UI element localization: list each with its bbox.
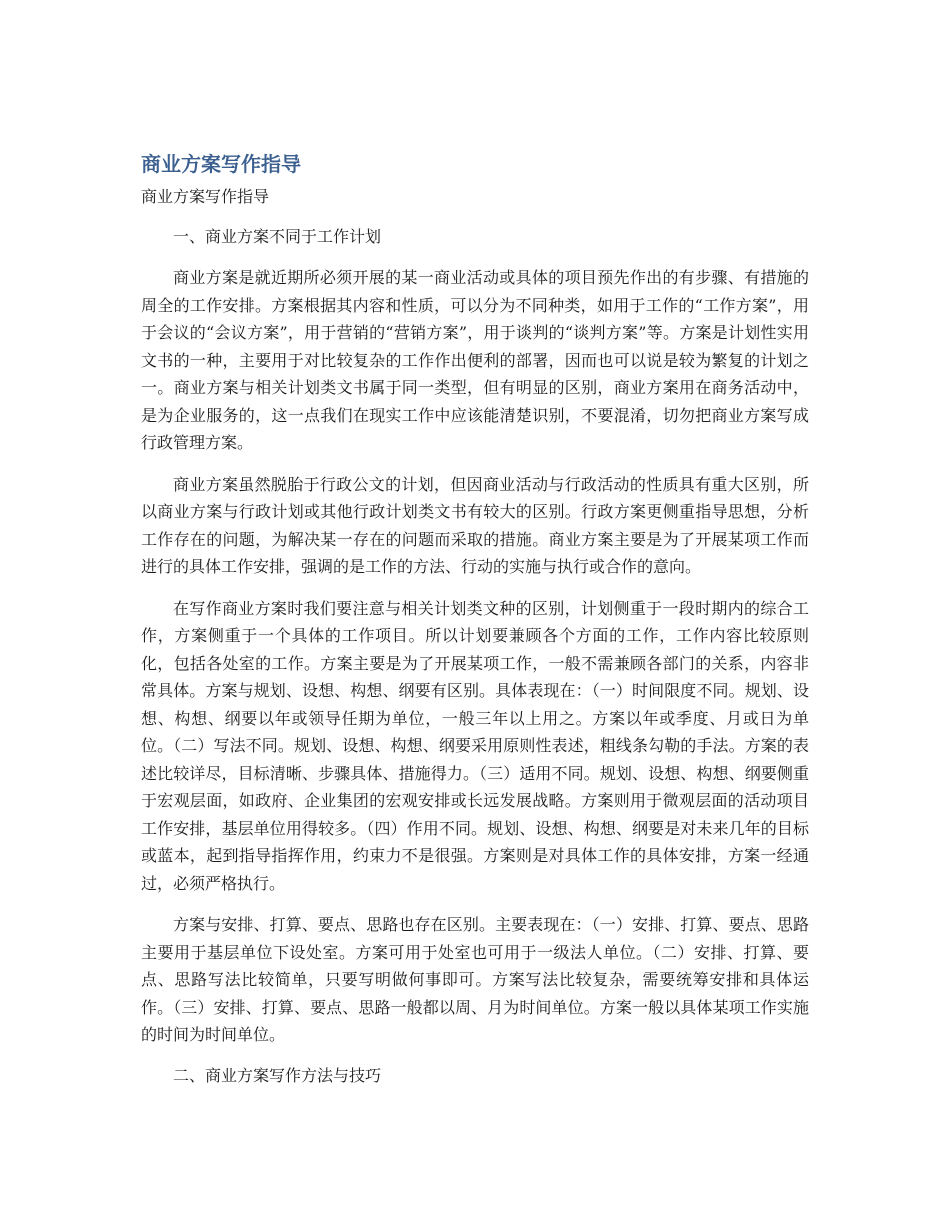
paragraph-1: 商业方案是就近期所必须开展的某一商业活动或具体的项目预先作出的有步骤、有措施的周全的工作安排。方案根据其内容和性质，可以分为不同种类，如用于工作的“工作方案”，用于会议的“会议方案”，用于营销的“营销方案”，用于谈判的“谈判方案”等。方案是计划性实用文书的一种，主要用于对比较复杂的工作作出便利的部署，因而也可以说是较为繁复的计划之一。商业方案与相关计划类文书属于同一类型，但有明显的区别，商业方案用在商务活动中，是为企业服务的，这一点我们在现实工作中应该能清楚识别，不要混淆，切勿把商业方案写成行政管理方案。 [141,268,809,452]
section-heading-2: 二、商业方案写作方法与技巧 [173,1065,382,1085]
document-subtitle: 商业方案写作指导 [141,187,270,206]
paragraph-2: 商业方案虽然脱胎于行政公文的计划，但因商业活动与行政活动的性质具有重大区别，所以商业方案与行政计划或其他行政计划类文书有较大的区别。行政方案更侧重指导思想，分析工作存在的问题，为解决某一存在的问题而采取的措施。商业方案主要是为了开展某项工作而进行的具体工作安排，强调的是工作的方法、行动的实施与执行或合作的意向。 [141,474,809,576]
section-heading-1: 一、商业方案不同于工作计划 [173,227,382,246]
document-title: 商业方案写作指导 [141,152,301,176]
document-page [141,150,809,1103]
paragraph-3: 在写作商业方案时我们要注意与相关计划类文种的区别，计划侧重于一段时期内的综合工作，方案侧重于一个具体的工作项目。所以计划要兼顾各个方面的工作，工作内容比较原则化，包括各处室的工作。方案主要是为了开展某项工作，一般不需兼顾各部门的关系，内容非常具体。方案与规划、设想、构想、纲要有区别。具体表现在：（一）时间限度不同。规划、设想、构想、纲要以年或领导任期为单位，一般三年以上用之。方案以年或季度、月或日为单位。（二）写法不同。规划、设想、构想、纲要采用原则性表述，粗线条勾勒的手法。方案的表述比较详尽，目标清晰、步骤具体、措施得力。（三）适用不同。规划、设想、构想、纲要侧重于宏观层面，如政府、企业集团的宏观安排或长远发展战略。方案则用于微观层面的活动项目工作安排，基层单位用得较多。（四）作用不同。规划、设想、构想、纲要是对未来几年的目标或蓝本，起到指导指挥作用，约束力不是很强。方案则是对具体工作的具体安排，方案一经通过，必须严格执行。 [141,598,809,893]
paragraph-4: 方案与安排、打算、要点、思路也存在区别。主要表现在：（一）安排、打算、要点、思路主要用于基层单位下设处室。方案可用于处室也可用于一级法人单位。（二）安排、打算、要点、思路写法比较简单，只要写明做何事即可。方案写法比较复杂，需要统筹安排和具体运作。（三）安排、打算、要点、思路一般都以周、月为时间单位。方案一般以具体某项工作实施的时间为时间单位。 [141,915,809,1044]
